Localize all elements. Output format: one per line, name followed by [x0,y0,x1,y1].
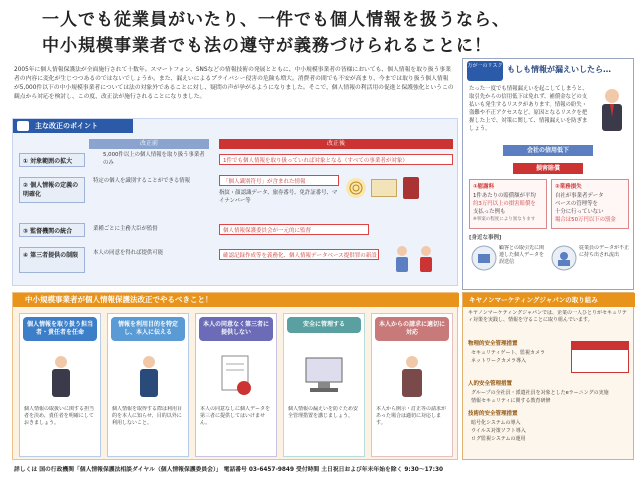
risk-panel [462,58,634,290]
box2-line: グループの全社員・派遣社員を対象としたeラーニングの実施 [471,390,609,396]
risk-title: もしも情報が漏えいしたら… [507,65,611,74]
box1-line: ネットワークカメラ導入 [471,358,527,364]
step-3 [195,313,277,457]
person-icon [393,245,411,273]
case-right-icon [551,245,577,271]
loss-right-box: ②業務損失 自社が事業者データ ベースの管理等を 十分に行っていない 場合は50万円以下の罰金 [551,179,629,229]
step-1 [19,313,101,457]
row-after-detail: 指紋・顔認識データ、旅券番号、免許証番号、マイナンバー等 [219,190,338,204]
points-title: 主な改正のポイント [13,119,133,133]
step-label: 本人からの請求に適切に対応 [375,317,449,341]
step-5 [371,313,453,457]
intro-text: 2005年に個人情報保護法が全面施行されて十数年。スマートフォン、SNSなどの情報技術の発展とともに、中小規模事業者の皆様においても、個人情報を取り扱う事業者の内容に変化が生じつつあるのではないでしょうか。また、漏えいによるプライバシー侵害の危険も増大。消費者の間でも不安が高まり、今までは取り扱う個人情報が5,000件以下の中小規模事業者については法の対象外であることに対し、疑問の声が挙がるようになりました。そこで、個人情報の利活用の促進と保護強化というこの観点から対応を検討し、この度、改正法が施行されることになりました。 [14,67,454,100]
footer-text: 詳しくは 国の行政機関「個人情報保護法相談ダイヤル（個人情報保護委員会）」 電話番号 03-6457-9849 受付時間 土日祝日および年末年始を除く 9:30～17:30 [14,467,444,473]
id-card-icon [371,179,397,197]
row-label: ④ 第三者提供の制限 [19,247,85,273]
company-credit-header: 会社の信用低下 [503,145,593,156]
box3-line: ログ監視システムの運用 [471,436,526,442]
step-label: 本人の同意なく第三者に提供しない [199,317,273,341]
row-label: ③ 監督機関の統合 [19,223,85,237]
todo-section [12,292,458,460]
box3-line: 暗号化システムの導入 [471,420,521,426]
row-label: ① 対象範囲の拡大 [19,153,85,167]
row-before: 本人の同意を得れば提供可能 [93,250,164,256]
case-left-text: 顧客との取引先に関連した個人データを誤送信 [499,245,545,265]
points-section [12,118,458,286]
row-after: 個人情報保護委員会が一元的に監督 [219,224,369,235]
todo-title: 中小規模事業者が個人情報保護法改正でやるべきこと！ [13,293,459,307]
loss-header: 損害賠償 [513,163,583,174]
canon-title: キヤノンマーケティングジャパンの取り組み [463,293,635,307]
box1-line: セキュリティゲート、監視カメラ [471,350,546,356]
box2-line: 情報セキュリティに関する教育研修 [471,398,551,404]
row-before: 特定の個人を識別することができる情報 [93,178,191,184]
row-after: 1件でも個人情報を取り扱っていれば対象となる（すべての事業者が対象） [219,154,453,165]
points-icon [17,121,29,131]
row-label: ② 個人情報の定義の明確化 [19,177,85,203]
security-card-image [571,341,629,373]
row-before: 5,000件以上の個人情報を取り扱う事業者のみ [103,152,205,166]
box1-title: 物理的安全管理措置 [468,341,518,347]
case-right-text: 従業員のデータが不正に持ち出され流出 [579,245,630,258]
col-after-header: 改正後 [219,139,453,149]
businessman-image [597,87,627,133]
case-left-icon [471,245,497,271]
person-icon [417,245,435,273]
step-desc: 個人情報の取扱いに関する担当者を決め、責任者を明確にしておきましょう。 [24,406,95,426]
loss-left-box: ①慰謝料 1件あたりの賠償額が平均 約3万円以上の損害賠償を 支払った例も ※事案の程度により異なります [469,179,547,229]
step-desc: 本人から開示・訂正等の請求があった場合は適切に対応します。 [376,406,447,426]
headline-line1: 一人でも従業員がいたり、一件でも個人情報を扱うなら、 [42,10,510,30]
passport-icon [403,177,419,199]
canon-intro: キヤノンマーケティングジャパンでは、企業の一人ひとりがセキュリティ対策を実践し、情報を守ることに取り組んでいます。 [468,310,627,323]
col-before-header: 改正前 [89,139,209,149]
case-header: [身近な事例] [469,235,502,241]
step-desc: 個人情報を取得する際は利用目的を本人に知らせ、目的以外に利用しないこと。 [112,406,183,426]
row-after: 「個人識別符号」が含まれた情報 [219,175,339,186]
row-after: 確認記録作成等を義務化、個人情報データベース提供罪の新設 [219,249,379,260]
step-2 [107,313,189,457]
step-label: 安全に管理する [287,317,361,333]
step-4 [283,313,365,457]
canon-panel [462,292,634,460]
box2-title: 人的安全管理措置 [468,381,513,387]
box3-title: 技術的安全管理措置 [468,411,518,417]
person-image [48,354,74,398]
person-image [136,354,162,398]
document-image [218,354,254,398]
box3-line: ウイルス対策ソフト導入 [471,428,526,434]
step-desc: 個人情報の漏えいを防ぐため安全管理措置を講じましょう。 [288,406,359,419]
computer-image [302,356,346,396]
step-label: 情報を利用目的を特定し、本人に伝える [111,317,185,341]
step-label: 個人情報を取り扱う担当者・責任者を任命 [23,317,97,341]
phone-image [396,354,428,398]
headline-line2: 中小規模事業者でも法の遵守が義務づけられることに！ [42,36,492,56]
row-before: 業種ごとに主務大臣が監督 [93,226,158,232]
risk-badge: 万が一のリスク [467,61,503,81]
step-desc: 本人の同意なしに個人データを第三者に提供してはいけません。 [200,406,271,426]
fingerprint-icon [345,177,367,199]
risk-body: たった一度でも情報漏えいを起こしてしまうと、取引先からの信用低下は免れず、補償金などの支払いも発生するリスクがあります。情報の紛失・盗難や不正アクセスなど、原因となるリスクを把握した上で、対策に関して、情報漏えいを防ぎましょう。 [469,86,588,132]
